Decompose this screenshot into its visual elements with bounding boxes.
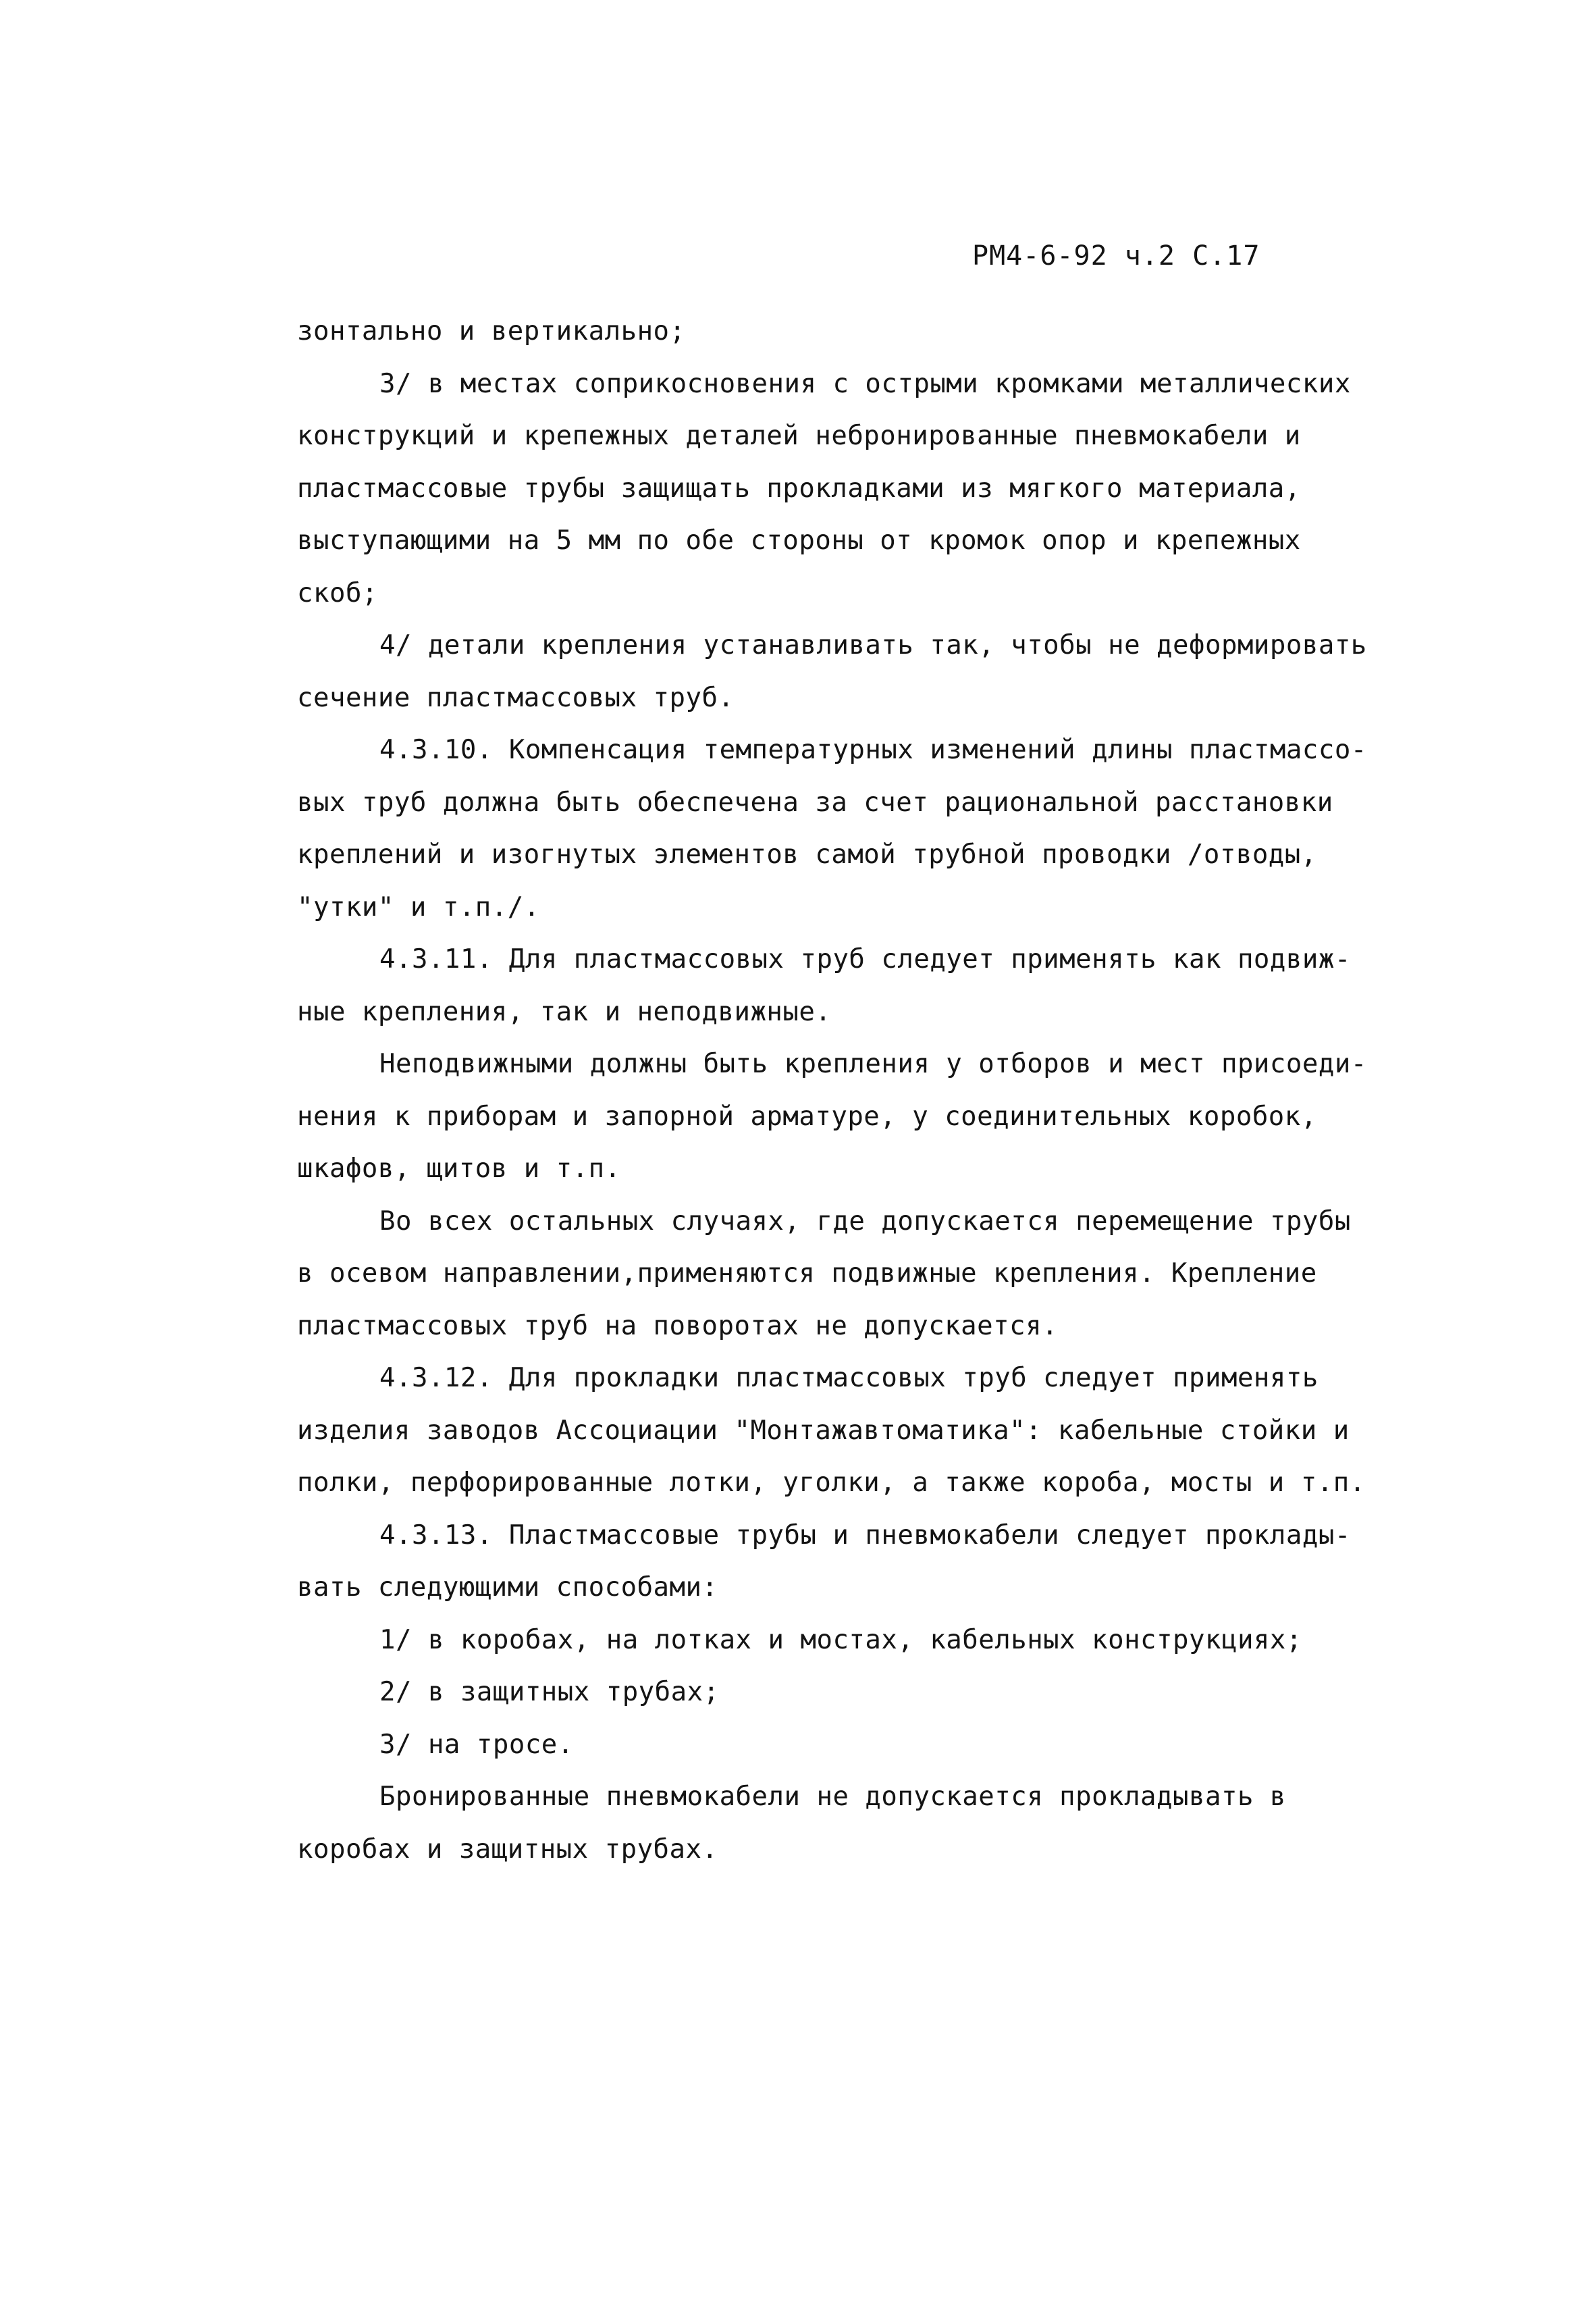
text-line: полки, перфорированные лотки, уголки, а также короба, мосты и т.п. [297, 1467, 1366, 1498]
document-reference: РМ4-6-92 ч.2 С.17 [972, 240, 1260, 271]
text-line: Неподвижными должны быть крепления у отборов и мест присоеди- [379, 1049, 1367, 1079]
text-line: "утки" и т.п./. [297, 891, 540, 922]
text-line: в осевом направлении,применяются подвижные крепления. Крепление [297, 1258, 1317, 1289]
text-line: 4.3.13. Пластмассовые трубы и пневмокабели следует проклады- [379, 1519, 1351, 1551]
text-line: креплений и изогнутых элементов самой трубной проводки /отводы, [297, 839, 1317, 870]
text-line: 4/ детали крепления устанавливать так, чтобы не деформировать [379, 630, 1367, 660]
text-line: выступающими на 5 мм по обе стороны от кромок опор и крепежных [297, 525, 1301, 556]
text-line: вых труб должна быть обеспечена за счет рациональной расстановки [297, 787, 1333, 818]
text-line: коробах и защитных трубах. [297, 1834, 718, 1865]
text-line: ные крепления, так и неподвижные. [297, 996, 832, 1027]
text-line: 3/ в местах соприкосновения с острыми кромками металлических [379, 368, 1351, 399]
text-line: 4.3.10. Компенсация температурных изменений длины пластмассо- [379, 735, 1367, 765]
text-line: зонтально и вертикально; [297, 316, 686, 346]
text-line: 4.3.11. Для пластмассовых труб следует применять как подвиж- [379, 944, 1351, 974]
text-line: пластмассовых труб на поворотах не допускается. [297, 1310, 1059, 1341]
text-line: Бронированные пневмокабели не допускается прокладывать в [379, 1782, 1286, 1812]
document-body [297, 305, 1367, 1875]
text-line: 2/ в защитных трубах; [379, 1677, 720, 1707]
text-line: пластмассовые трубы защищать прокладками из мягкого материала, [297, 473, 1301, 504]
page-header [972, 240, 1296, 271]
text-line: изделия заводов Ассоциации "Монтажавтоматика": кабельные стойки и [297, 1415, 1350, 1446]
text-line: Во всех остальных случаях, где допускается перемещение трубы [379, 1205, 1351, 1237]
text-line: шкафов, щитов и т.п. [297, 1153, 621, 1184]
text-line: 4.3.12. Для прокладки пластмассовых труб следует применять [379, 1363, 1319, 1393]
text-line: 3/ на тросе. [379, 1729, 574, 1760]
text-line: нения к приборам и запорной арматуре, у соединительных коробок, [297, 1101, 1317, 1132]
text-line: сечение пластмассовых труб. [297, 682, 735, 713]
text-line: 1/ в коробах, на лотках и мостах, кабельных конструкциях; [379, 1624, 1302, 1655]
text-line: вать следующими способами: [297, 1572, 718, 1603]
text-line: конструкций и крепежных деталей небронированные пневмокабели и [297, 421, 1301, 451]
text-line: скоб; [297, 577, 378, 608]
